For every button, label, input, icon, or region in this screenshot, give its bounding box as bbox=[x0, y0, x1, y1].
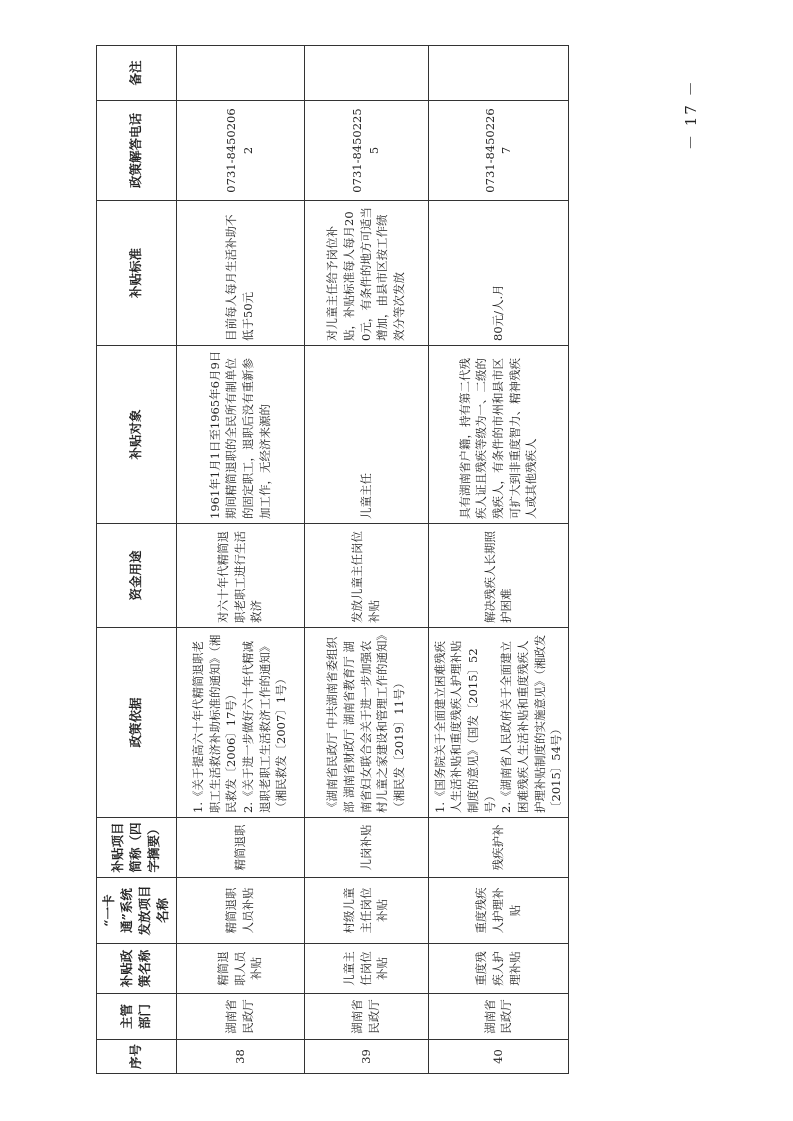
header-system-item: “一卡通”系统发放项目名称 bbox=[97, 878, 177, 944]
cell-basis: 1.《国务院关于全面建立困难残疾人生活补贴和重度残疾人护理补贴制度的意见》（国发〔2015〕52号） 2.《湖南省人民政府关于全面建立困难残疾人生活补贴和重度残疾人护理补贴制度的实施意见》（湘政发〔2015〕54号） bbox=[428, 628, 568, 818]
cell-target: 具有湖南省户籍，持有第二代残疾人证且残疾等级为一、二级的残疾人，有条件的市州和县市区可扩大到非重度智力、精神残疾人或其他残疾人 bbox=[428, 346, 568, 524]
cell-dept: 湖南省民政厅 bbox=[176, 994, 304, 1040]
table-row bbox=[176, 46, 304, 1074]
cell-short-name: 残疾护补 bbox=[428, 818, 568, 878]
rotated-table-container bbox=[96, 46, 564, 1074]
table-row bbox=[428, 46, 568, 1074]
cell-remark bbox=[304, 46, 428, 101]
cell-remark bbox=[428, 46, 568, 101]
cell-standard: 80元/人.月 bbox=[428, 201, 568, 346]
header-usage: 资金用途 bbox=[97, 524, 177, 628]
header-row bbox=[97, 46, 177, 1074]
header-policy-name: 补贴政策名称 bbox=[97, 944, 177, 994]
table-row bbox=[304, 46, 428, 1074]
cell-policy-name: 儿童主任岗位补贴 bbox=[304, 944, 428, 994]
header-basis: 政策依据 bbox=[97, 628, 177, 818]
subsidy-policy-table bbox=[96, 45, 569, 1074]
header-target: 补贴对象 bbox=[97, 346, 177, 524]
cell-basis: 《湖南省民政厅 中共湖南省委组织部 湖南省财政厅 湖南省教育厅 湖南省妇女联合会关于进一步加强农村儿童之家建设和管理工作的通知》（湘民发〔2019〕11号） bbox=[304, 628, 428, 818]
header-short-name: 补贴项目简称（四字摘要） bbox=[97, 818, 177, 878]
cell-system-item: 重度残疾人护理补贴 bbox=[428, 878, 568, 944]
header-dept: 主管部门 bbox=[97, 994, 177, 1040]
cell-remark bbox=[176, 46, 304, 101]
cell-short-name: 精简退职 bbox=[176, 818, 304, 878]
cell-short-name: 儿岗补贴 bbox=[304, 818, 428, 878]
cell-dept: 湖南省民政厅 bbox=[428, 994, 568, 1040]
cell-seq: 38 bbox=[176, 1040, 304, 1074]
cell-policy-name: 精简退职人员补贴 bbox=[176, 944, 304, 994]
cell-phone: 0731-84502255 bbox=[304, 101, 428, 201]
cell-standard: 对儿童主任给予岗位补贴，补贴标准每人每月200元，有条件的地方可适当增加，由县市区按工作绩效分等次发放 bbox=[304, 201, 428, 346]
cell-usage: 发放儿童主任岗位补贴 bbox=[304, 524, 428, 628]
cell-usage: 对六十年代精简退职老职工进行生活救济 bbox=[176, 524, 304, 628]
cell-system-item: 精简退职人员补贴 bbox=[176, 878, 304, 944]
page-number: － 17 － bbox=[682, 79, 700, 150]
header-remark: 备注 bbox=[97, 46, 177, 101]
cell-target: 1961年1月1日至1965年6月9日期间精简退职的全民所有制单位的固定职工，退职后没有重新参加工作，无经济来源的 bbox=[176, 346, 304, 524]
cell-seq: 40 bbox=[428, 1040, 568, 1074]
cell-phone: 0731-84502267 bbox=[428, 101, 568, 201]
cell-dept: 湖南省民政厅 bbox=[304, 994, 428, 1040]
header-phone: 政策解答电话 bbox=[97, 101, 177, 201]
cell-target: 儿童主任 bbox=[304, 346, 428, 524]
cell-basis: 1.《关于提高六十年代精简退职老职工生活救济补助标准的通知》（湘民救发〔2006〕17号） 2.《关于进一步做好六十年代精减退职老职工生活救济工作的通知》（湘民救发〔2007〕1号） bbox=[176, 628, 304, 818]
cell-system-item: 村级儿童主任岗位补贴 bbox=[304, 878, 428, 944]
cell-seq: 39 bbox=[304, 1040, 428, 1074]
cell-usage: 解决残疾人长期照护困难 bbox=[428, 524, 568, 628]
cell-standard: 目前每人每月生活补助不低于50元 bbox=[176, 201, 304, 346]
header-standard: 补贴标准 bbox=[97, 201, 177, 346]
cell-phone: 0731-84502062 bbox=[176, 101, 304, 201]
cell-policy-name: 重度残疾人护理补贴 bbox=[428, 944, 568, 994]
header-seq: 序号 bbox=[97, 1040, 177, 1074]
